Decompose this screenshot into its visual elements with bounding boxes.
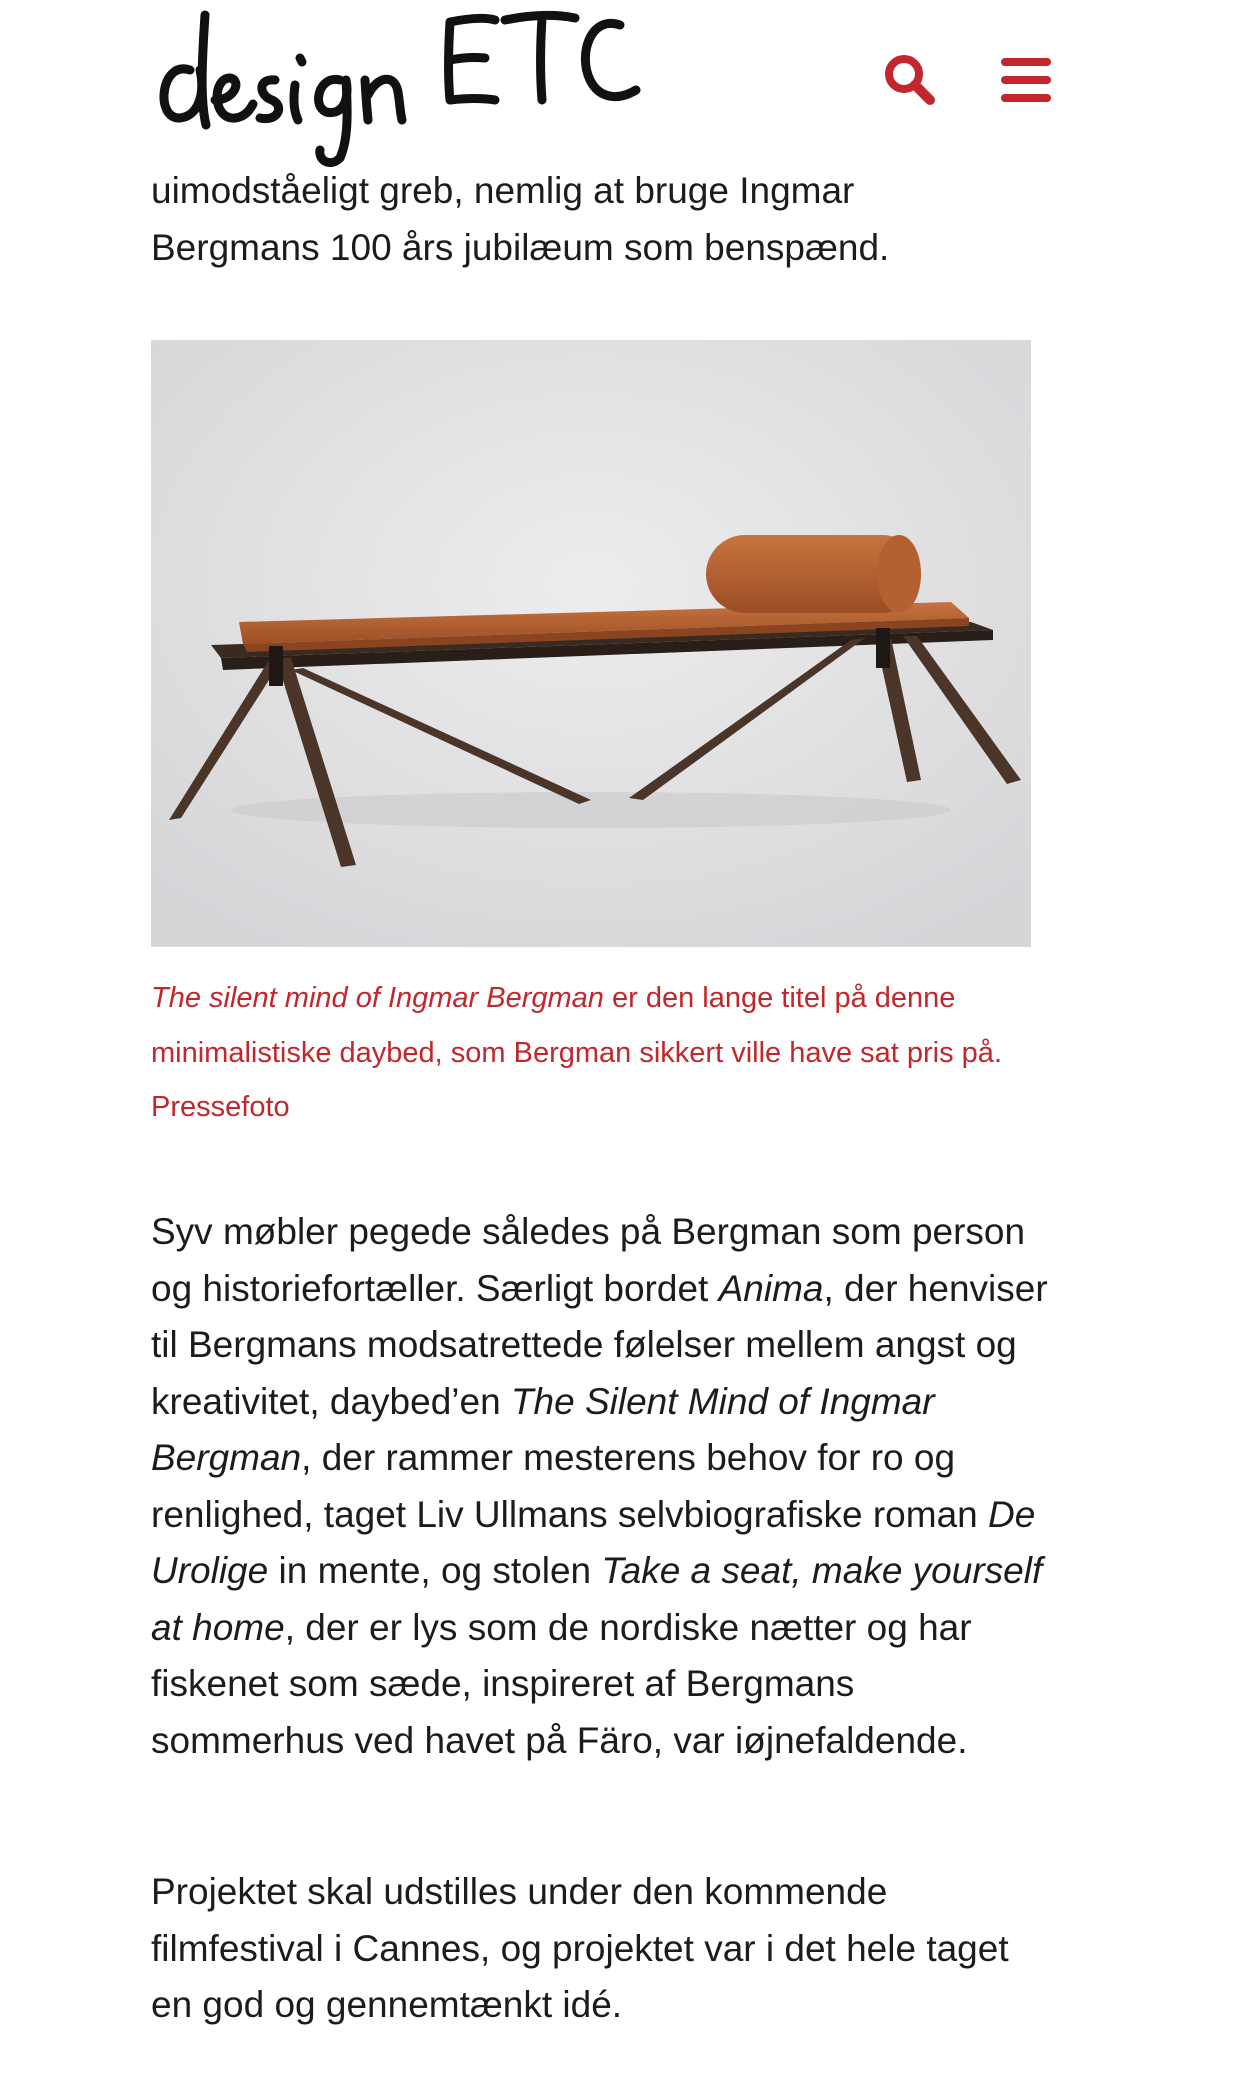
article-paragraph-1: [151, 1204, 1051, 1769]
caption-text: er den lange titel på denne minimalistiske daybed, som Bergman sikkert ville have sat pris på. Pressefoto: [151, 982, 1002, 1123]
para1-text-4: in mente, og stolen: [268, 1550, 602, 1591]
para1-italic-4: Take a seat, make yourself at home: [151, 1550, 1043, 1648]
para1-italic-3: De Urolige: [151, 1493, 1036, 1591]
para2-text: Projektet skal udstilles under den kommende filmfestival i Cannes, og projektet var i det hele taget en god og gennemtænkt idé.: [151, 1871, 1009, 2025]
caption-italic: The silent mind of Ingmar Bergman: [151, 982, 604, 1014]
hamburger-menu-icon[interactable]: [995, 48, 1059, 112]
para1-italic-1: Anima: [718, 1267, 824, 1309]
logo-handwriting: [150, 0, 690, 170]
intro-line-1: uimodståeligt greb, nemlig at bruge Ingmar: [151, 170, 855, 211]
para1-italic-2: The Silent Mind of Ingmar Bergman: [151, 1380, 935, 1478]
site-header: [0, 0, 1242, 170]
article-image: [151, 340, 1031, 947]
search-icon[interactable]: [878, 48, 942, 112]
para1-text-5: , der er lys som de nordiske nætter og har fiskenet som sæde, inspireret af Bergmans sommerhus ved havet på Färo, var iøjnefaldende.: [151, 1606, 972, 1761]
intro-line-2: Bergmans 100 års jubilæum som benspænd.: [151, 226, 890, 268]
daybed-illustration: [151, 340, 1031, 947]
para1-text-3: , der rammer mesterens behov for ro og renlighed, taget Liv Ullmans selvbiografiske roman: [151, 1437, 989, 1535]
para1-text-2: , der henviser til Bergmans modsatrettede følelser mellem angst og kreativitet, daybed’en: [151, 1267, 1048, 1422]
article-intro: [151, 163, 1051, 276]
article-paragraph-2: [151, 1864, 1051, 2034]
site-logo[interactable]: [150, 0, 690, 170]
para1-text-1: Syv møbler pegede således på Bergman som person og historiefortæller. Særligt bordet: [151, 1211, 1026, 1309]
image-caption: [151, 971, 1051, 1135]
